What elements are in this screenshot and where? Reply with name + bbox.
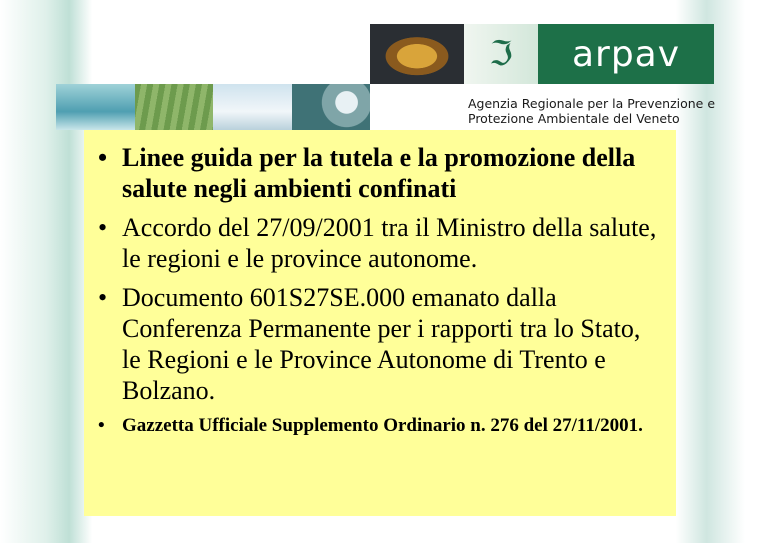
bullet-icon: • [98,143,108,172]
agency-line-1: Agenzia Regionale per la Prevenzione e [468,96,716,111]
bullet-text: Gazzetta Ufficiale Supplemento Ordinario n. 276 del 27/11/2001. [122,415,643,436]
brand-block [538,24,714,84]
bullet-text: Linee guida per la tutela e la promozione della salute negli ambienti confinati [122,143,636,203]
winged-lion-emblem [370,24,464,84]
satellite-dish-photo [292,84,371,130]
bullet-text: Documento 601S27SE.000 emanato dalla Conferenza Permanente per i rapporti tra lo Stato, le Regioni e le Province Autonome di Trento e Bolzano. [122,283,641,405]
arpav-logo [370,24,714,84]
content-box [84,130,676,516]
bullet-icon: • [98,283,108,312]
brand-name: arpav [571,33,681,75]
agency-name [468,96,715,126]
harp-emblem [464,24,538,84]
header-photo-strip [56,84,370,130]
sky-photo [213,84,292,130]
bullet-icon: • [98,415,105,436]
water-photo [56,84,135,130]
agency-line-2: Protezione Ambientale del Veneto [468,111,680,126]
harp-icon: ℑ [489,34,513,74]
bullet-item [94,142,662,204]
bullet-list [94,142,662,438]
bullet-text: Accordo del 27/09/2001 tra il Ministro della salute, le regioni e le province autonome. [122,213,657,273]
lion-icon [377,32,457,76]
bullet-icon: • [98,213,108,242]
bullet-item [94,414,662,438]
bullet-item [94,212,662,274]
bullet-item [94,282,662,406]
field-photo [135,84,214,130]
